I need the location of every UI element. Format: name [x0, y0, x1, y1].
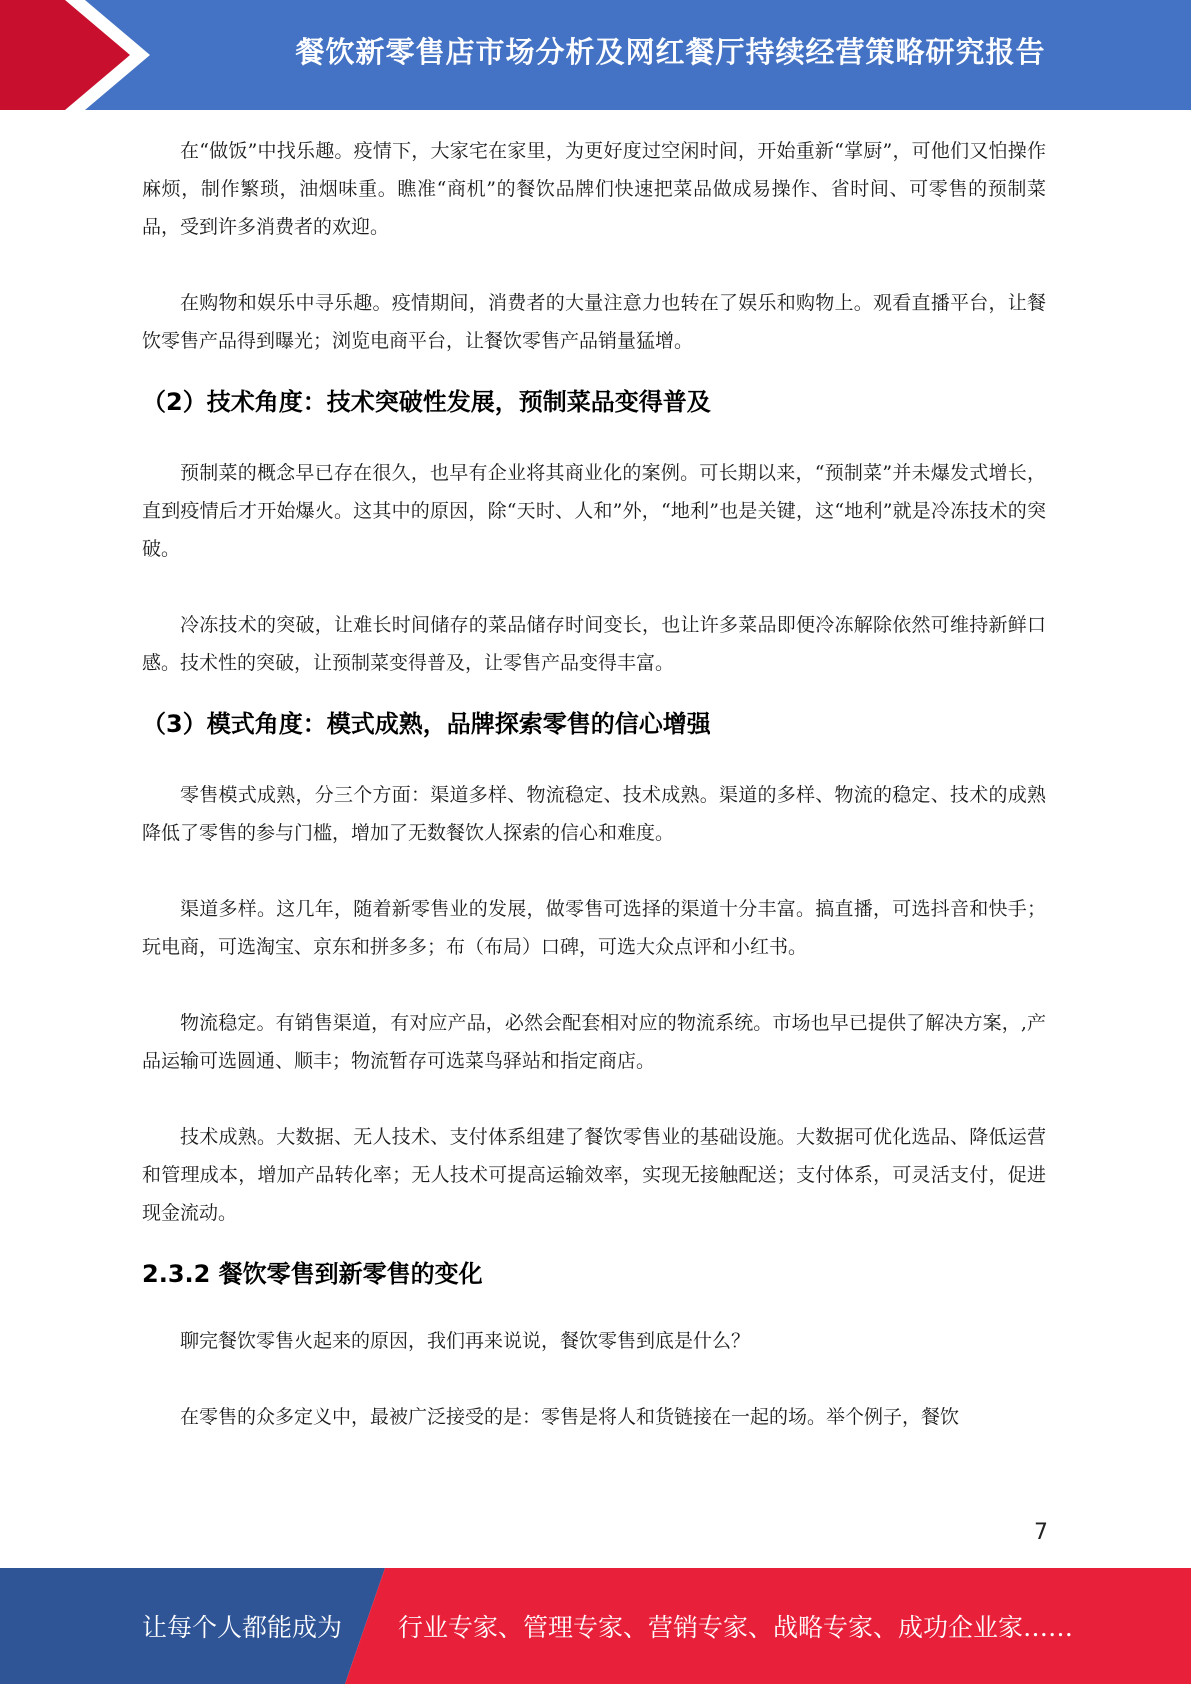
- report-title: 餐饮新零售店市场分析及网红餐厅持续经营策略研究报告: [295, 34, 1046, 69]
- paragraph: 零售模式成熟，分三个方面：渠道多样、物流稳定、技术成熟。渠道的多样、物流的稳定、技术的成熟降低了零售的参与门槛，增加了无数餐饮人探索的信心和难度。: [142, 784, 1046, 844]
- section-heading: 2.3.2 餐饮零售到新零售的变化: [142, 1260, 483, 1288]
- page-header: [0, 0, 1191, 110]
- paragraph: 聊完餐饮零售火起来的原因，我们再来说说，餐饮零售到底是什么？: [180, 1330, 751, 1352]
- paragraph: 技术成熟。大数据、无人技术、支付体系组建了餐饮零售业的基础设施。大数据可优化选品、降低运营和管理成本，增加产品转化率；无人技术可提高运输效率，实现无接触配送；支付体系，可灵活支付，促进现金流动。: [142, 1126, 1046, 1224]
- page-footer: [0, 1568, 1191, 1684]
- footer-slogan-left: 让每个人都能成为: [142, 1613, 343, 1642]
- paragraph: 在零售的众多定义中，最被广泛接受的是：零售是将人和货链接在一起的场。举个例子，餐饮: [180, 1406, 960, 1428]
- page-number: 7: [1034, 1520, 1048, 1545]
- chevron-arrow-icon: [0, 0, 150, 110]
- document-body: [142, 132, 1046, 1436]
- paragraph: 渠道多样。这几年，随着新零售业的发展，做零售可选择的渠道十分丰富。搞直播，可选抖音和快手；玩电商，可选淘宝、京东和拼多多；布（布局）口碑，可选大众点评和小红书。: [142, 898, 1046, 958]
- paragraph: 在“做饭”中找乐趣。疫情下，大家宅在家里，为更好度过空闲时间，开始重新“掌厨”，可他们又怕操作麻烦，制作繁琐，油烟味重。瞧准“商机”的餐饮品牌们快速把菜品做成易操作、省时间、可零售的预制菜品，受到许多消费者的欢迎。: [142, 140, 1046, 238]
- paragraph: 在购物和娱乐中寻乐趣。疫情期间，消费者的大量注意力也转在了娱乐和购物上。观看直播平台，让餐饮零售产品得到曝光；浏览电商平台，让餐饮零售产品销量猛增。: [142, 292, 1046, 352]
- section-heading: （3）模式角度：模式成熟，品牌探索零售的信心增强: [142, 710, 711, 738]
- paragraph: 冷冻技术的突破，让难长时间储存的菜品储存时间变长，也让许多菜品即便冷冻解除依然可维持新鲜口感。技术性的突破，让预制菜变得普及，让零售产品变得丰富。: [142, 614, 1046, 674]
- paragraph: 物流稳定。有销售渠道，有对应产品，必然会配套相对应的物流系统。市场也早已提供了解决方案，,产品运输可选圆通、顺丰；物流暂存可选菜鸟驿站和指定商店。: [142, 1012, 1046, 1072]
- paragraph: 预制菜的概念早已存在很久，也早有企业将其商业化的案例。可长期以来，“预制菜”并未爆发式增长，直到疫情后才开始爆火。这其中的原因，除“天时、人和”外，“地利”也是关键，这“地利”就是冷冻技术的突破。: [142, 462, 1046, 560]
- section-heading: （2）技术角度：技术突破性发展，预制菜品变得普及: [142, 388, 711, 416]
- footer-slogan-right: 行业专家、管理专家、营销专家、战略专家、成功企业家……: [398, 1613, 1074, 1642]
